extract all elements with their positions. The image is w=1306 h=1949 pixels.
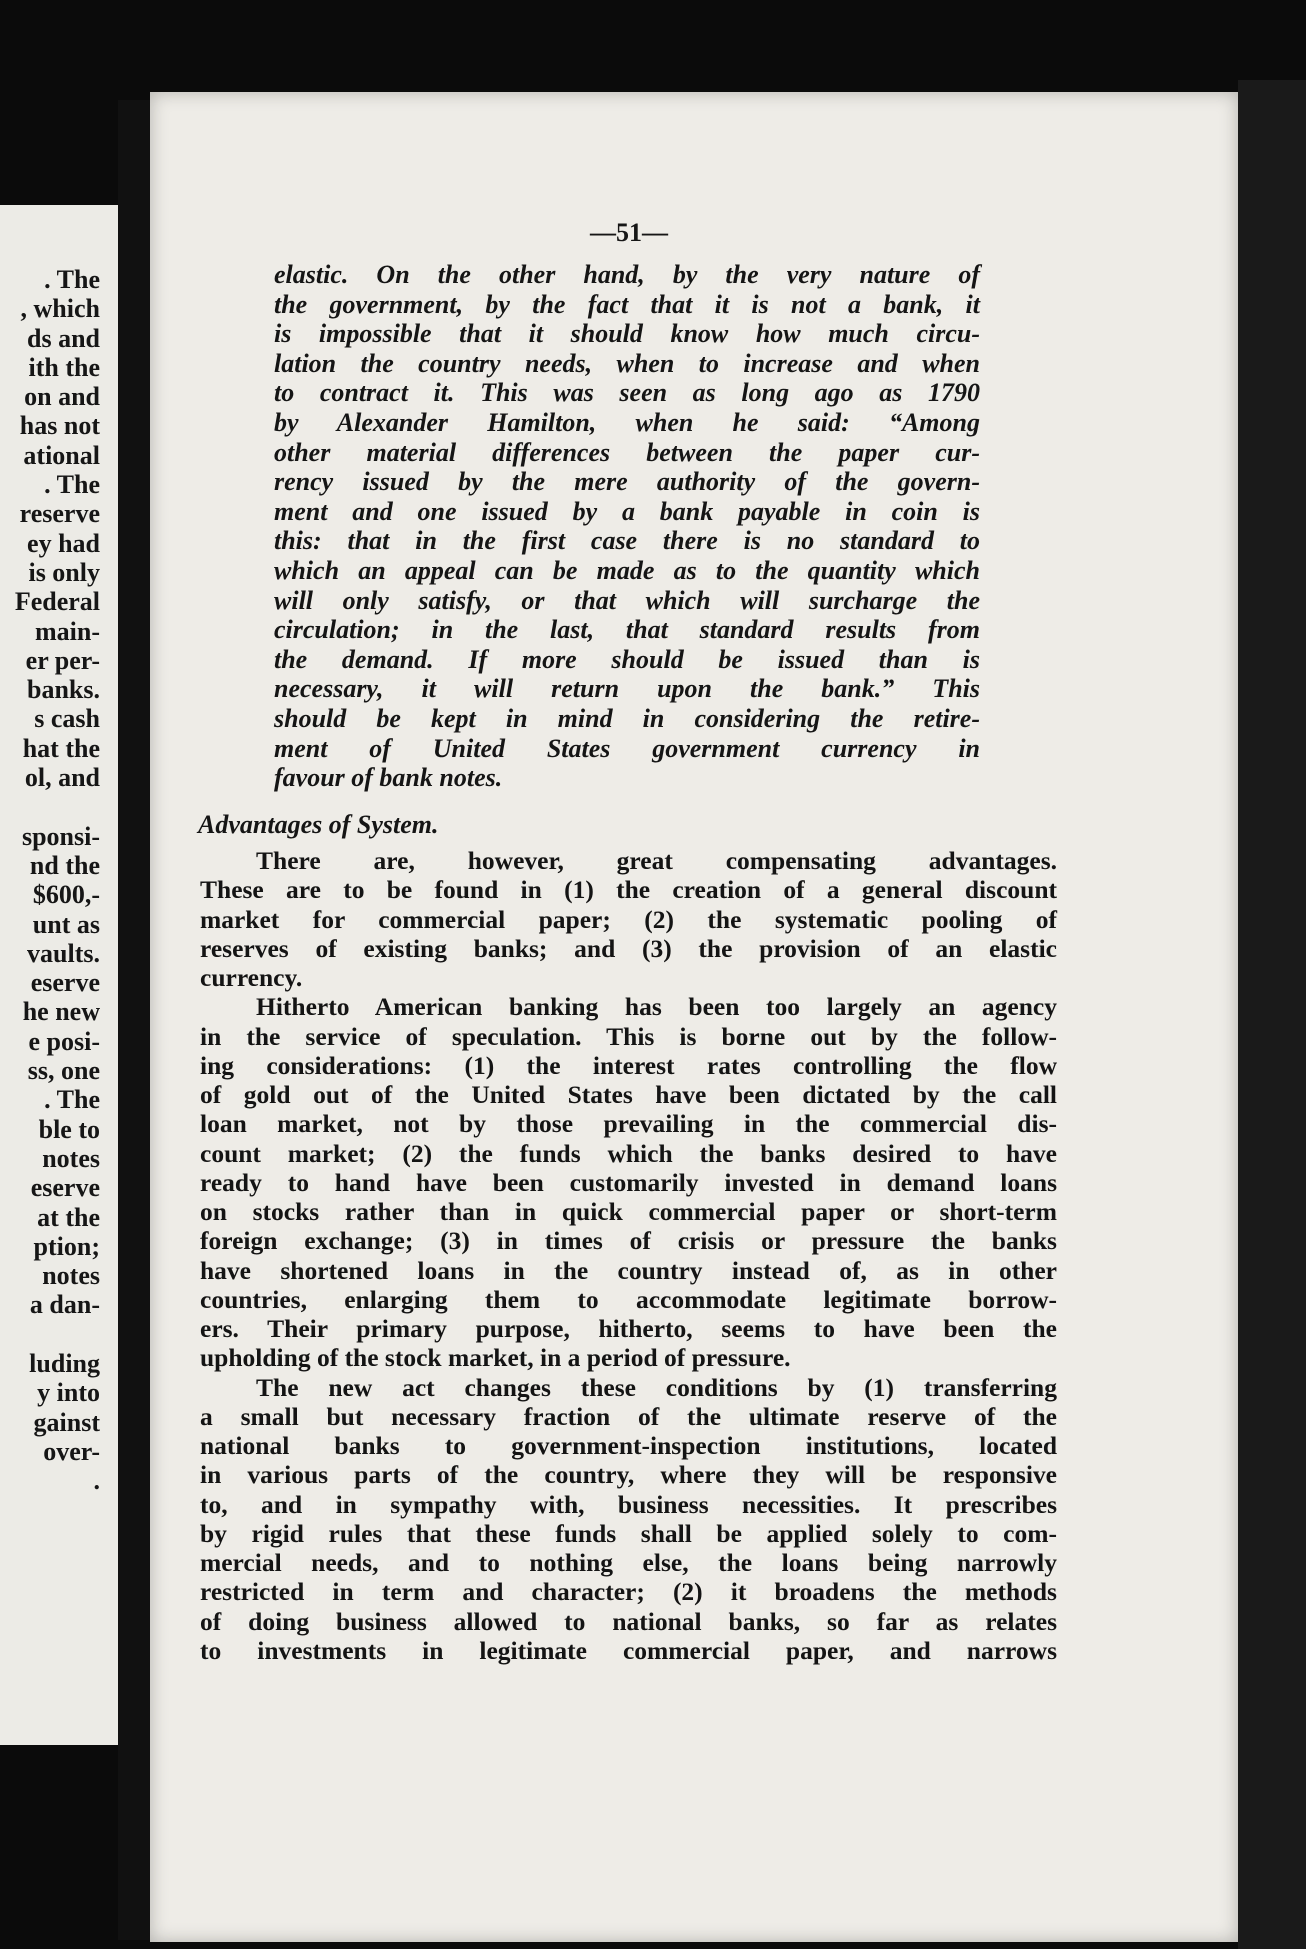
previous-page-line: y into xyxy=(37,1378,100,1408)
body-line: in the service of speculation. This is borne out by the follow- xyxy=(200,1021,1057,1051)
body-line: a small but necessary fraction of the ultimate reserve of the xyxy=(200,1401,1057,1431)
body-line: upholding of the stock market, in a period of pressure. xyxy=(200,1343,791,1373)
body-line: market for commercial paper; (2) the systematic pooling of xyxy=(200,904,1057,934)
previous-page-line: s cash xyxy=(34,704,100,734)
previous-page-line: eserve xyxy=(30,968,100,998)
body-line: of gold out of the United States have been dictated by the call xyxy=(200,1080,1057,1109)
body-line: mercial needs, and to nothing else, the loans being narrowly xyxy=(200,1548,1057,1577)
previous-page-line: . The xyxy=(44,1085,100,1115)
previous-page-line: sponsi- xyxy=(21,821,100,851)
quote-line: the government, by the fact that it is not a bank, it xyxy=(274,289,980,319)
previous-page-line: has not xyxy=(19,411,100,441)
previous-page-line: ds and xyxy=(27,323,100,353)
previous-page-line: at the xyxy=(37,1202,100,1232)
previous-page-line: notes xyxy=(42,1261,100,1291)
previous-page-line: reserve xyxy=(19,499,100,529)
previous-page-line: . xyxy=(93,1466,100,1496)
quote-line: other material differences between the paper cur- xyxy=(274,437,980,467)
body-line: currency. xyxy=(200,963,303,992)
previous-page-line: gainst xyxy=(33,1407,100,1437)
body-line: Hitherto American banking has been too largely an agency xyxy=(256,992,1057,1022)
body-line: count market; (2) the funds which the banks desired to have xyxy=(200,1138,1057,1168)
body-text xyxy=(200,846,1057,1665)
quote-line: circulation; in the last, that standard results from xyxy=(274,615,980,645)
previous-page-line: , which xyxy=(20,294,100,324)
previous-page-line: Federal xyxy=(14,587,100,617)
previous-page-line: luding xyxy=(29,1348,100,1378)
previous-page-text xyxy=(15,265,100,1495)
body-line: These are to be found in (1) the creation of a general discount xyxy=(200,875,1057,905)
previous-page-line: unt as xyxy=(32,909,100,939)
quote-line: by Alexander Hamilton, when he said: “Among xyxy=(274,407,980,437)
quote-line: which an appeal can be made as to the quantity which xyxy=(274,555,980,585)
quote-line: necessary, it will return upon the bank.” This xyxy=(274,674,980,704)
previous-page-line: banks. xyxy=(27,675,100,705)
body-line: of doing business allowed to national banks, so far as relates xyxy=(200,1606,1057,1636)
body-line: national banks to government-inspection institutions, located xyxy=(200,1431,1057,1460)
quote-line: lation the country needs, when to increase and when xyxy=(274,348,980,378)
previous-page-line: hat the xyxy=(22,733,100,763)
previous-page-line: . The xyxy=(44,265,100,294)
previous-page-line: ith the xyxy=(28,352,100,382)
previous-page-line: main- xyxy=(35,616,100,646)
section-heading: Advantages of System. xyxy=(198,810,439,839)
previous-page-line: is only xyxy=(28,557,100,587)
body-line: The new act changes these conditions by (1) transferring xyxy=(256,1372,1057,1402)
body-line: on stocks rather than in quick commercial paper or short-term xyxy=(200,1197,1057,1226)
quote-line: ment of United States government currency in xyxy=(274,733,980,763)
previous-page-line: notes xyxy=(42,1143,100,1173)
previous-page-line: . The xyxy=(44,470,100,500)
italic-quotation-block xyxy=(274,260,980,793)
body-line: by rigid rules that these funds shall be applied solely to com- xyxy=(200,1518,1057,1548)
page-number: —51— xyxy=(590,218,668,247)
previous-page-line: over- xyxy=(43,1436,100,1466)
body-line: countries, enlarging them to accommodate legitimate borrow- xyxy=(200,1284,1057,1314)
page-edge xyxy=(1238,80,1306,1949)
previous-page-line xyxy=(15,1320,100,1349)
quote-line: this: that in the first case there is no standard to xyxy=(274,526,980,556)
previous-page-line: e posi- xyxy=(28,1026,100,1056)
previous-page-fragment xyxy=(0,205,118,1745)
previous-page-line: er per- xyxy=(25,645,100,675)
quote-line: the demand. If more should be issued than is xyxy=(274,644,980,674)
body-line: to investments in legitimate commercial paper, and narrows xyxy=(200,1635,1057,1665)
body-line: to, and in sympathy with, business necessities. It prescribes xyxy=(200,1489,1057,1519)
quote-line: rency issued by the mere authority of the govern- xyxy=(274,467,980,497)
previous-page-line: vaults. xyxy=(27,938,100,968)
previous-page-line: on and xyxy=(24,382,100,412)
previous-page-line: ble to xyxy=(38,1114,100,1144)
body-line: ers. Their primary purpose, hitherto, seems to have been the xyxy=(200,1314,1057,1343)
previous-page-line: ss, one xyxy=(27,1056,100,1086)
quote-line: ment and one issued by a bank payable in coin is xyxy=(274,496,980,526)
body-line: There are, however, great compensating advantages. xyxy=(256,846,1057,875)
quote-line: favour of bank notes. xyxy=(274,763,503,793)
quote-line: elastic. On the other hand, by the very nature of xyxy=(274,260,980,289)
body-line: ing considerations: (1) the interest rates controlling the flow xyxy=(200,1050,1057,1080)
body-line: foreign exchange; (3) in times of crisis or pressure the banks xyxy=(200,1226,1057,1256)
previous-page-line: he new xyxy=(22,997,100,1027)
body-line: in various parts of the country, where they will be responsive xyxy=(200,1460,1057,1490)
quote-line: should be kept in mind in considering the retire- xyxy=(274,703,980,733)
previous-page-line: $600,- xyxy=(32,880,100,910)
body-line: have shortened loans in the country instead of, as in other xyxy=(200,1255,1057,1285)
body-line: reserves of existing banks; and (3) the provision of an elastic xyxy=(200,933,1057,963)
previous-page-line: ption; xyxy=(33,1231,100,1261)
body-line: ready to hand have been customarily invested in demand loans xyxy=(200,1167,1057,1197)
previous-page-line: ational xyxy=(23,440,100,470)
previous-page-line: ol, and xyxy=(24,763,100,793)
previous-page-line: ey had xyxy=(27,528,100,558)
previous-page-line: nd the xyxy=(29,850,100,880)
previous-page-line: a dan- xyxy=(29,1290,100,1320)
quote-line: to contract it. This was seen as long ago as 1790 xyxy=(274,378,980,408)
previous-page-line: eserve xyxy=(30,1173,100,1203)
body-line: restricted in term and character; (2) it broadens the methods xyxy=(200,1577,1057,1607)
quote-line: is impossible that it should know how much circu- xyxy=(274,319,980,349)
quote-line: will only satisfy, or that which will surcharge the xyxy=(274,585,980,615)
body-line: loan market, not by those prevailing in the commercial dis- xyxy=(200,1109,1057,1139)
previous-page-line xyxy=(15,792,100,821)
